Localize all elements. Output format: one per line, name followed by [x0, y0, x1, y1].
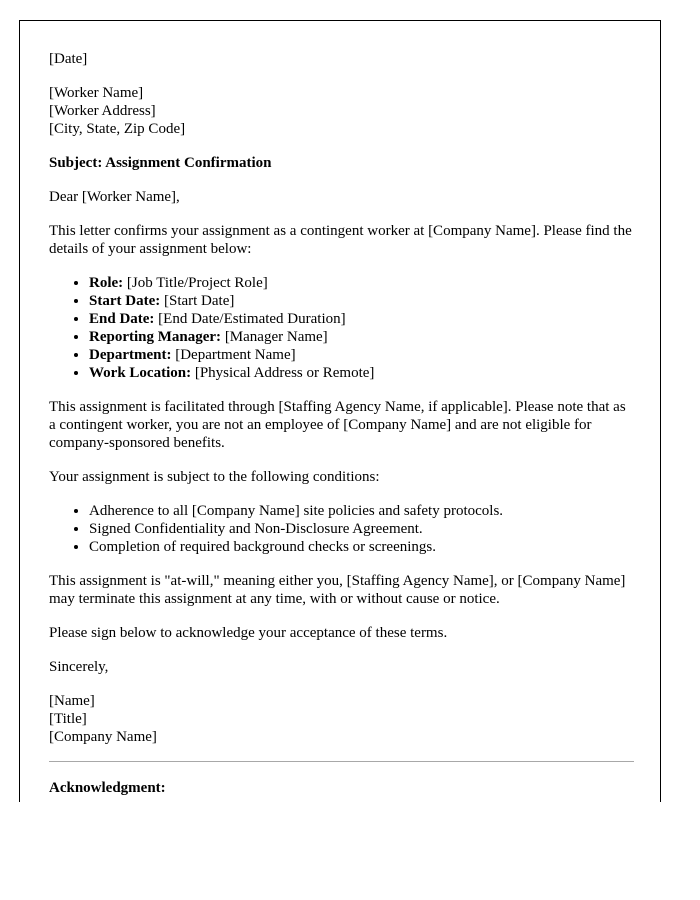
acknowledgment-heading: Acknowledgment:: [49, 780, 166, 796]
detail-label: End Date:: [89, 311, 155, 327]
detail-value: [Physical Address or Remote]: [191, 365, 375, 381]
detail-item-start-date: [89, 292, 634, 310]
signature-block: [49, 692, 634, 746]
greeting: Dear [Worker Name],: [49, 189, 180, 205]
detail-item-end-date: [89, 310, 634, 328]
intro-paragraph: This letter confirms your assignment as a contingent worker at [Company Name]. Please find the details of your assignment below:: [49, 223, 632, 257]
detail-value: [Job Title/Project Role]: [123, 275, 268, 291]
subject-line: Subject: Assignment Confirmation: [49, 155, 272, 171]
signer-name: [Name]: [49, 693, 95, 709]
at-will-paragraph: This assignment is "at-will," meaning either you, [Staffing Agency Name], or [Company Name] may terminate this assignment at any time, with or without cause or notice.: [49, 573, 626, 607]
assignment-details-list: [49, 274, 634, 382]
letter-date: [Date]: [49, 51, 88, 67]
detail-item-role: [89, 274, 634, 292]
section-divider: [49, 761, 634, 762]
conditions-intro: Your assignment is subject to the following conditions:: [49, 469, 380, 485]
detail-item-work-location: [89, 364, 634, 382]
detail-value: [Manager Name]: [221, 329, 328, 345]
letter-page: [19, 20, 661, 802]
recipient-address-block: [49, 84, 634, 138]
sign-request: Please sign below to acknowledge your acceptance of these terms.: [49, 625, 448, 641]
recipient-address: [Worker Address]: [49, 103, 156, 119]
agency-note-paragraph: This assignment is facilitated through [Staffing Agency Name, if applicable]. Please note that as a contingent worker, you are not an employee of [Company Name] and are not eligible for company-sponsored benefits.: [49, 399, 626, 451]
detail-label: Role:: [89, 275, 124, 291]
recipient-city-state-zip: [City, State, Zip Code]: [49, 121, 186, 137]
condition-item: • Adherence to all [Company Name] site policies and safety protocols.: [89, 502, 634, 520]
detail-value: [Start Date]: [160, 293, 235, 309]
conditions-list: [49, 502, 634, 556]
detail-item-reporting-manager: [89, 328, 634, 346]
detail-item-department: [89, 346, 634, 364]
signer-company: [Company Name]: [49, 729, 157, 745]
closing: Sincerely,: [49, 659, 109, 675]
detail-label: Work Location:: [89, 365, 192, 381]
detail-label: Department:: [89, 347, 172, 363]
detail-value: [Department Name]: [171, 347, 296, 363]
condition-item: • Completion of required background checks or screenings.: [89, 538, 634, 556]
recipient-name: [Worker Name]: [49, 85, 144, 101]
letter-body: [49, 50, 634, 797]
detail-value: [End Date/Estimated Duration]: [154, 311, 346, 327]
detail-label: Reporting Manager:: [89, 329, 222, 345]
detail-label: Start Date:: [89, 293, 161, 309]
condition-item: • Signed Confidentiality and Non-Disclosure Agreement.: [89, 520, 634, 538]
signer-title: [Title]: [49, 711, 87, 727]
